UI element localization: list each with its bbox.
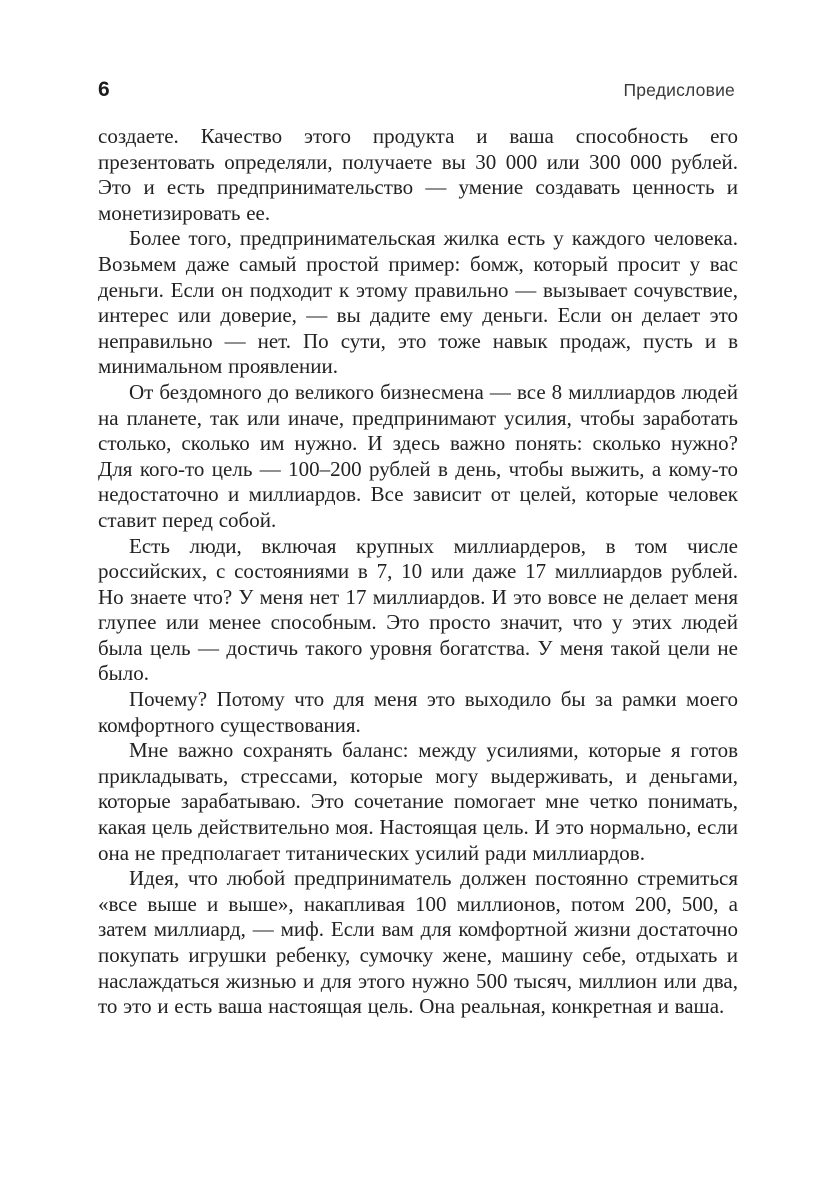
paragraph: Почему? Потому что для меня это выходило бы за рамки моего комфортного существования. <box>98 687 738 737</box>
running-head <box>98 78 735 102</box>
paragraph: От бездомного до великого бизнесмена — все 8 миллиардов людей на планете, так или иначе, предпринимают усилия, чтобы заработать столько, сколько им нужно. И здесь важно понять: сколько нужно? Для кого-то цель — 100–200 рублей в день, чтобы выжить, а кому-то недостаточно и миллиардов. Все зависит от целей, которые человек ставит перед собой. <box>98 379 738 532</box>
paragraph: создаете. Качество этого продукта и ваша способность его презентовать определяли, получаете вы 30 000 или 300 000 рублей. Это и есть предпринимательство — умение создавать ценность и монетизировать ее. <box>98 124 738 225</box>
body-text-block <box>98 124 738 1020</box>
paragraph: Есть люди, включая крупных миллиардеров, в том числе российских, с состояниями в 7, 10 или даже 17 миллиардов рублей. Но знаете что? У меня нет 17 миллиардов. И это вовсе не делает меня глупее или менее способным. Это просто значит, что у этих людей была цель — достичь такого уровня богатства. У меня такой цели не было. <box>98 533 738 686</box>
chapter-header-title: Предисловие <box>623 80 735 100</box>
paragraph: Более того, предпринимательская жилка есть у каждого человека. Возьмем даже самый простой пример: бомж, который просит у вас деньги. Если он подходит к этому правильно — вызывает сочувствие, интерес или доверие, — вы дадите ему деньги. Если он делает это неправильно — нет. По сути, это тоже навык продаж, пусть и в минимальном проявлении. <box>98 226 738 379</box>
paragraph: Мне важно сохранять баланс: между усилиями, которые я готов прикладывать, стрессами, которые могу выдерживать, и деньгами, которые зарабатываю. Это сочетание помогает мне четко понимать, какая цель действительно моя. Настоящая цель. И это нормально, если она не предполагает титанических усилий ради миллиардов. <box>98 738 738 865</box>
page-number: 6 <box>98 78 111 101</box>
paragraph: Идея, что любой предприниматель должен постоянно стремиться «все выше и выше», накапливая 100 миллионов, потом 200, 500, а затем миллиард, — миф. Если вам для комфортной жизни достаточно покупать игрушки ребенку, сумочку жене, машину себе, отдыхать и наслаждаться жизнью и для этого нужно 500 тысяч, миллион или два, то это и есть ваша настоящая цель. Она реальная, конкретная и ваша. <box>98 866 738 1019</box>
